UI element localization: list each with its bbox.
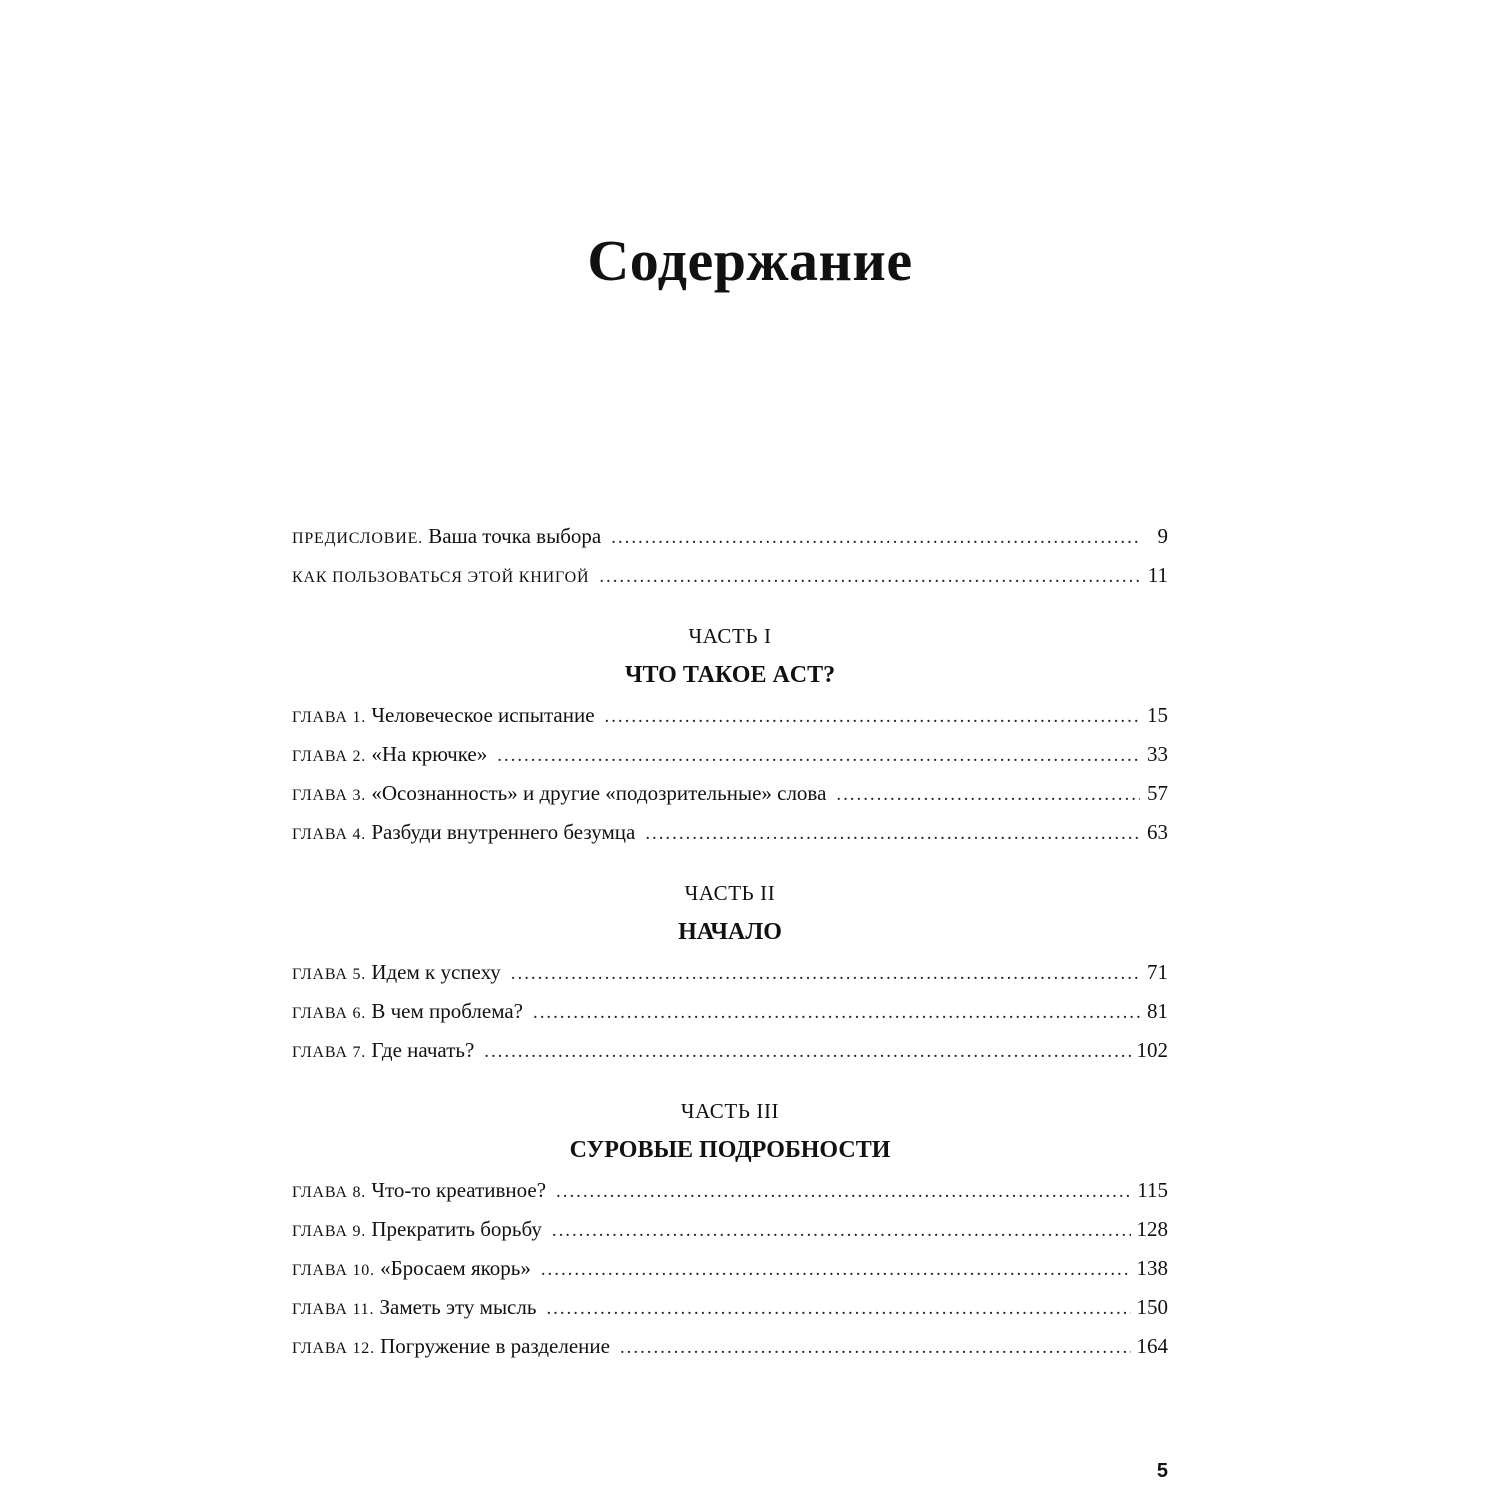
part-title: ЧТО ТАКОЕ ACT? [624, 662, 836, 688]
dot-leader [511, 954, 1140, 993]
toc-entry-prefix: ГЛАВА 10. [292, 1262, 375, 1279]
toc-entry-chapter-1[interactable] [292, 696, 1168, 735]
toc-entry-page: 57 [1147, 781, 1168, 805]
toc-entry-label [292, 556, 589, 597]
toc-entry-title: Человеческое испытание [366, 703, 595, 727]
toc-entry-label [292, 813, 635, 854]
toc-entry-page: 71 [1147, 960, 1168, 984]
dot-leader [484, 1032, 1130, 1071]
toc-entry-label [292, 1327, 610, 1368]
toc-entry-title: Погружение в разделение [374, 1334, 610, 1358]
toc-entry-chapter-5[interactable] [292, 953, 1168, 992]
toc-entry-label [292, 1288, 536, 1329]
toc-entry-chapter-12[interactable] [292, 1327, 1168, 1366]
part-title: НАЧАЛО [678, 919, 782, 945]
part-title: СУРОВЫЕ ПОДРОБНОСТИ [569, 1137, 891, 1163]
dot-leader [836, 775, 1140, 814]
toc-entry-chapter-11[interactable] [292, 1288, 1168, 1327]
toc-entry-page: 33 [1147, 742, 1168, 766]
part-label: ЧАСТЬ I [688, 624, 772, 648]
dot-leader [605, 697, 1140, 736]
toc-entry-page: 128 [1136, 1217, 1168, 1241]
toc-entry-label [292, 696, 595, 737]
toc-entry-title: Прекратить борьбу [366, 1217, 542, 1241]
toc-entry-title: Ваша точка выбора [422, 524, 602, 548]
part-label: ЧАСТЬ II [684, 881, 776, 905]
toc-entry-chapter-6[interactable] [292, 992, 1168, 1031]
toc-entry-how-to-use[interactable] [292, 556, 1168, 595]
dot-leader [533, 993, 1140, 1032]
dot-leader [556, 1172, 1131, 1211]
toc-entry-page: 102 [1136, 1038, 1168, 1062]
toc-entry-prefix: ГЛАВА 4. [292, 826, 367, 843]
toc-entry-title: «Осознанность» и другие «подозрительные» слова [366, 781, 827, 805]
toc-entry-page: 115 [1137, 1178, 1168, 1202]
toc-entry-prefix: ГЛАВА 6. [292, 1005, 367, 1022]
toc-entry-prefix: ГЛАВА 9. [292, 1223, 367, 1240]
dot-leader [497, 736, 1140, 775]
dot-leader [620, 1328, 1131, 1367]
toc-entry-chapter-10[interactable] [292, 1249, 1168, 1288]
toc-entry-chapter-3[interactable] [292, 774, 1168, 813]
toc-entry-page: 63 [1147, 820, 1168, 844]
toc-entry-page: 11 [1147, 563, 1168, 587]
dot-leader [645, 814, 1140, 853]
toc-entry-prefix: ГЛАВА 3. [292, 787, 367, 804]
toc-entry-chapter-4[interactable] [292, 813, 1168, 852]
toc-entry-label [292, 1210, 542, 1251]
toc-entry-label [292, 735, 487, 776]
toc-entry-label [292, 953, 501, 994]
toc-entry-label [292, 1249, 531, 1290]
toc-entry-prefix: ГЛАВА 2. [292, 748, 367, 765]
toc-entry-title: Идем к успеху [366, 960, 501, 984]
toc-entry-title: Разбуди внутреннего безумца [366, 820, 636, 844]
toc-entry-page: 150 [1136, 1295, 1168, 1319]
toc-entry-prefix: ГЛАВА 12. [292, 1340, 375, 1357]
part-label: ЧАСТЬ III [680, 1099, 780, 1123]
toc-entry-page: 15 [1147, 703, 1168, 727]
toc-entry-label [292, 517, 601, 558]
toc-entry-label [292, 1031, 474, 1072]
dot-leader [552, 1211, 1131, 1250]
toc-entry-prefix: КАК ПОЛЬЗОВАТЬСЯ ЭТОЙ КНИГОЙ [292, 569, 590, 586]
toc-entry-label [292, 992, 523, 1033]
toc-entry-preface[interactable] [292, 517, 1168, 556]
toc-entry-title: В чем проблема? [366, 999, 523, 1023]
toc-entry-prefix: ГЛАВА 1. [292, 709, 367, 726]
toc-entry-chapter-8[interactable] [292, 1171, 1168, 1210]
dot-leader [541, 1250, 1131, 1289]
dot-leader [599, 557, 1140, 596]
toc-entry-label [292, 774, 826, 815]
toc-entry-label [292, 1171, 546, 1212]
toc-entry-title: Заметь эту мысль [374, 1295, 537, 1319]
toc-entry-title: «На крючке» [366, 742, 488, 766]
toc-entry-prefix: ГЛАВА 5. [292, 966, 367, 983]
toc-entry-prefix: ГЛАВА 8. [292, 1184, 367, 1201]
table-of-contents [292, 517, 1168, 1366]
toc-entry-title: Где начать? [366, 1038, 475, 1062]
dot-leader [611, 518, 1140, 557]
page-title: Содержание [587, 228, 913, 293]
toc-entry-page: 138 [1136, 1256, 1168, 1280]
dot-leader [546, 1289, 1130, 1328]
toc-entry-page: 164 [1136, 1334, 1168, 1358]
toc-entry-prefix: ГЛАВА 7. [292, 1044, 367, 1061]
toc-entry-prefix: ПРЕДИСЛОВИЕ. [292, 530, 423, 547]
toc-entry-page: 81 [1147, 999, 1168, 1023]
toc-entry-page: 9 [1157, 524, 1168, 548]
toc-entry-chapter-7[interactable] [292, 1031, 1168, 1070]
toc-entry-prefix: ГЛАВА 11. [292, 1301, 375, 1318]
toc-entry-chapter-9[interactable] [292, 1210, 1168, 1249]
toc-entry-title: Что-то креативное? [366, 1178, 547, 1202]
toc-entry-title: «Бросаем якорь» [374, 1256, 531, 1280]
page-number: 5 [1156, 1460, 1168, 1482]
toc-entry-chapter-2[interactable] [292, 735, 1168, 774]
